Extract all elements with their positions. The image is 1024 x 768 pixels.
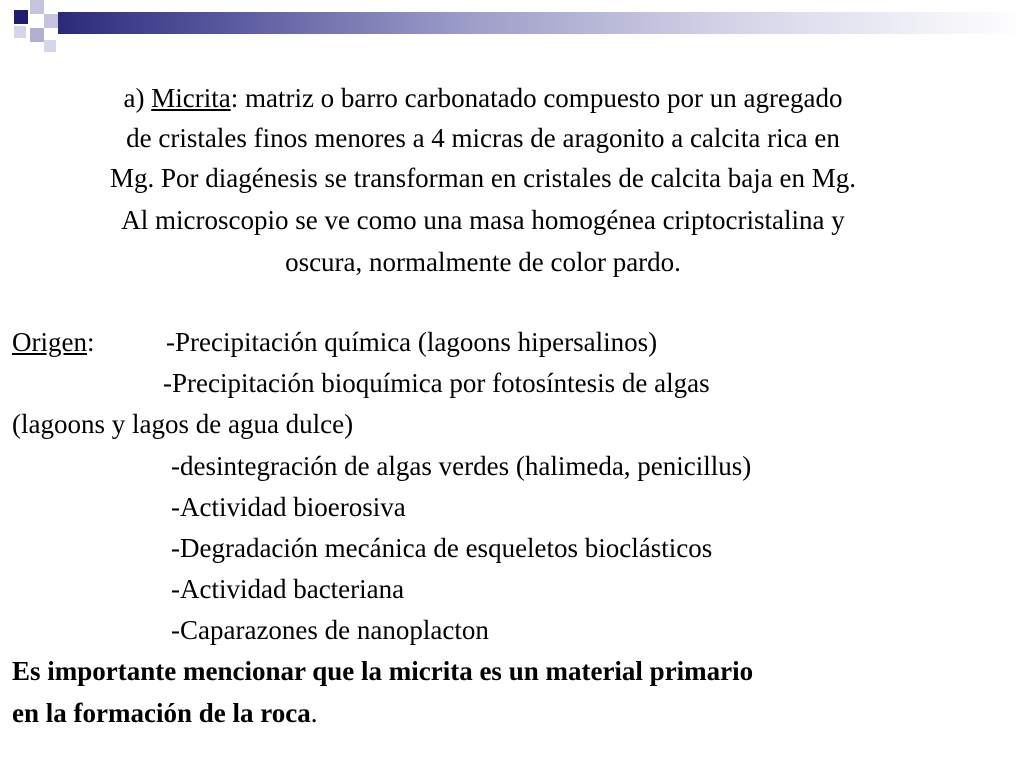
origin-item: -Caparazones de nanoplacton [171, 615, 489, 645]
origin-item: -Actividad bioerosiva [171, 492, 406, 522]
origin-item: -desintegración de algas verdes (halimeda, penicillus) [171, 451, 752, 481]
conclusion-line-1: Es importante mencionar que la micrita es un material primario [12, 656, 754, 686]
origin-colon: : [86, 327, 95, 357]
origin-item: (lagoons y lagos de agua dulce) [12, 409, 354, 439]
conclusion-text: en la formación de la roca [12, 698, 311, 728]
origin-item: -Degradación mecánica de esqueletos bioclásticos [171, 533, 713, 563]
definition-text: : matriz o barro carbonatado compuesto por un agregado [230, 83, 843, 113]
conclusion-line-2 [12, 697, 317, 729]
origin-item: -Precipitación química (lagoons hipersalinos) [166, 327, 658, 357]
definition-line-3: Mg. Por diagénesis se transforman en cristales de calcita baja en Mg. [109, 163, 856, 193]
origin-item: -Precipitación bioquímica por fotosíntesis de algas [163, 368, 710, 398]
definition-line-5: oscura, normalmente de color pardo. [285, 247, 681, 277]
definition-line-2: de cristales finos menores a 4 micras de aragonito a calcita rica en [126, 123, 840, 153]
definition-prefix: a) [123, 83, 152, 113]
origin-label: Origen [12, 327, 87, 357]
definition-line-1 [0, 82, 966, 114]
origin-item: -Actividad bacteriana [171, 574, 405, 604]
definition-line-4: Al microscopio se ve como una masa homogénea criptocristalina y [121, 205, 845, 235]
origin-label-line [12, 326, 95, 358]
definition-term: Micrita [151, 83, 231, 113]
conclusion-period: . [310, 698, 318, 728]
